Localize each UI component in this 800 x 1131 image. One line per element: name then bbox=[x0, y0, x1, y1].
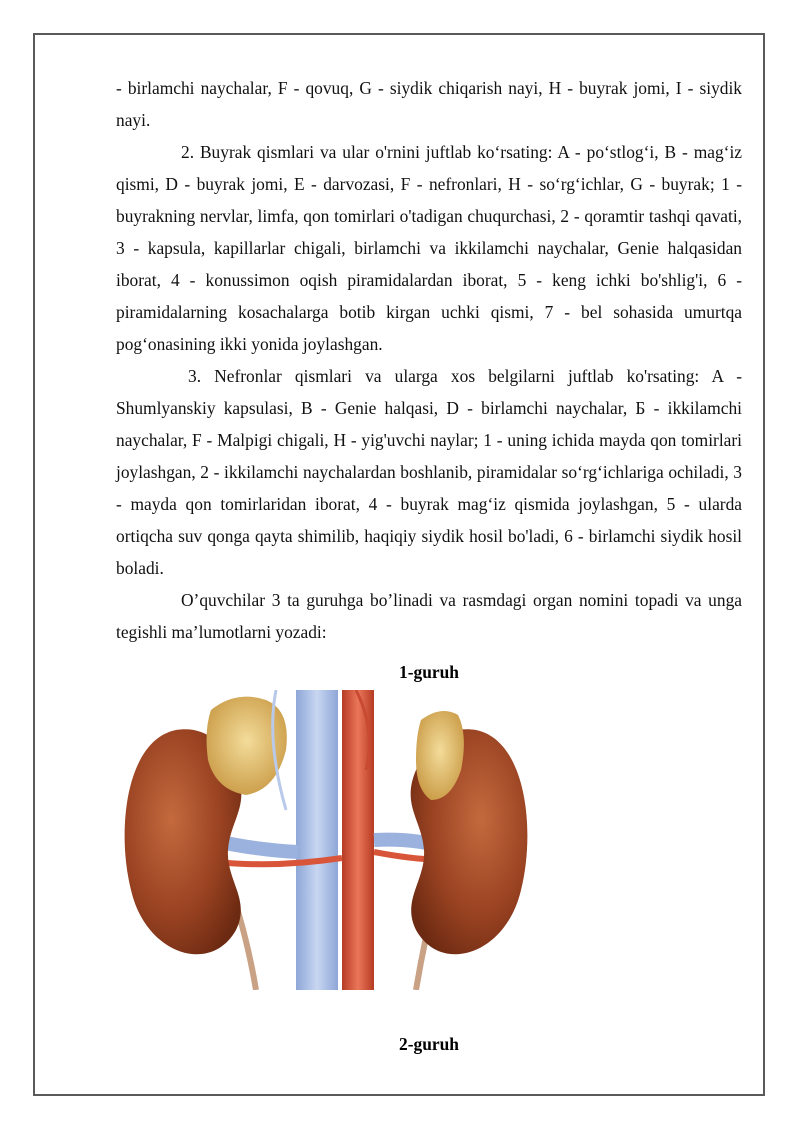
vena-cava-shape bbox=[296, 690, 338, 990]
left-renal-artery bbox=[216, 858, 342, 864]
document-body bbox=[116, 72, 742, 648]
paragraph-2: 2. Buyrak qismlari va ular o'rnini juftlab ko‘rsating: A - po‘stlog‘i, B - mag‘iz qismi, D - buyrak jomi, E - darvozasi, F - nefronlari, H - so‘rg‘ichlar, G - buyrak; 1 - buyrakning nervlar, limfa, qon tomirlari o'tadigan chuqurchasi, 2 - qoramtir tashqi qavati, 3 - kapsula, kapillarlar chigali, birlamchi va ikkilamchi naychalar, Genie halqasidan iborat, 4 - konussimon oqish piramidalardan iborat, 5 - keng ichki bo'shlig'i, 6 - piramidalarning kosachalarga botib kirgan uchki qismi, 7 - bel sohasida umurtqa pog‘onasining ikki yonida joylashgan. bbox=[116, 142, 742, 354]
paragraph-3: 3. Nefronlar qismlari va ularga xos belgilarni juftlab ko'rsating: A - Shumlyanskiy kapsulasi, B - Genie halqasi, D - birlamchi naychalar, Б - ikkilamchi naychalar, F - Malpigi chigali, H - yig'uvchi naylar; 1 - uning ichida mayda qon tomirlari joylashgan, 2 - ikkilamchi naychalardan boshlanib, piramidalar so‘rg‘ichlariga ochiladi, 3 - mayda qon tomirlaridan iborat, 4 - buyrak mag‘iz qismida joylashgan, 5 - ularda ortiqcha suv qonga qayta shimilib, haqiqiy siydik hosil bo'ladi, 6 - birlamchi siydik hosil boladi. bbox=[116, 366, 742, 578]
group-1-heading: 1-guruh bbox=[399, 662, 459, 682]
group-2-heading: 2-guruh bbox=[399, 1034, 459, 1054]
kidney-illustration bbox=[116, 690, 536, 990]
paragraph-4: O’quvchilar 3 ta guruhga bo’linadi va rasmdagi organ nomini topadi va unga tegishli ma’lumotlarni yozadi: bbox=[116, 590, 742, 642]
kidney-anatomy-image bbox=[116, 690, 536, 990]
paragraph-1: - birlamchi naychalar, F - qovuq, G - siydik chiqarish nayi, H - buyrak jomi, I - siydik nayi. bbox=[116, 78, 742, 130]
